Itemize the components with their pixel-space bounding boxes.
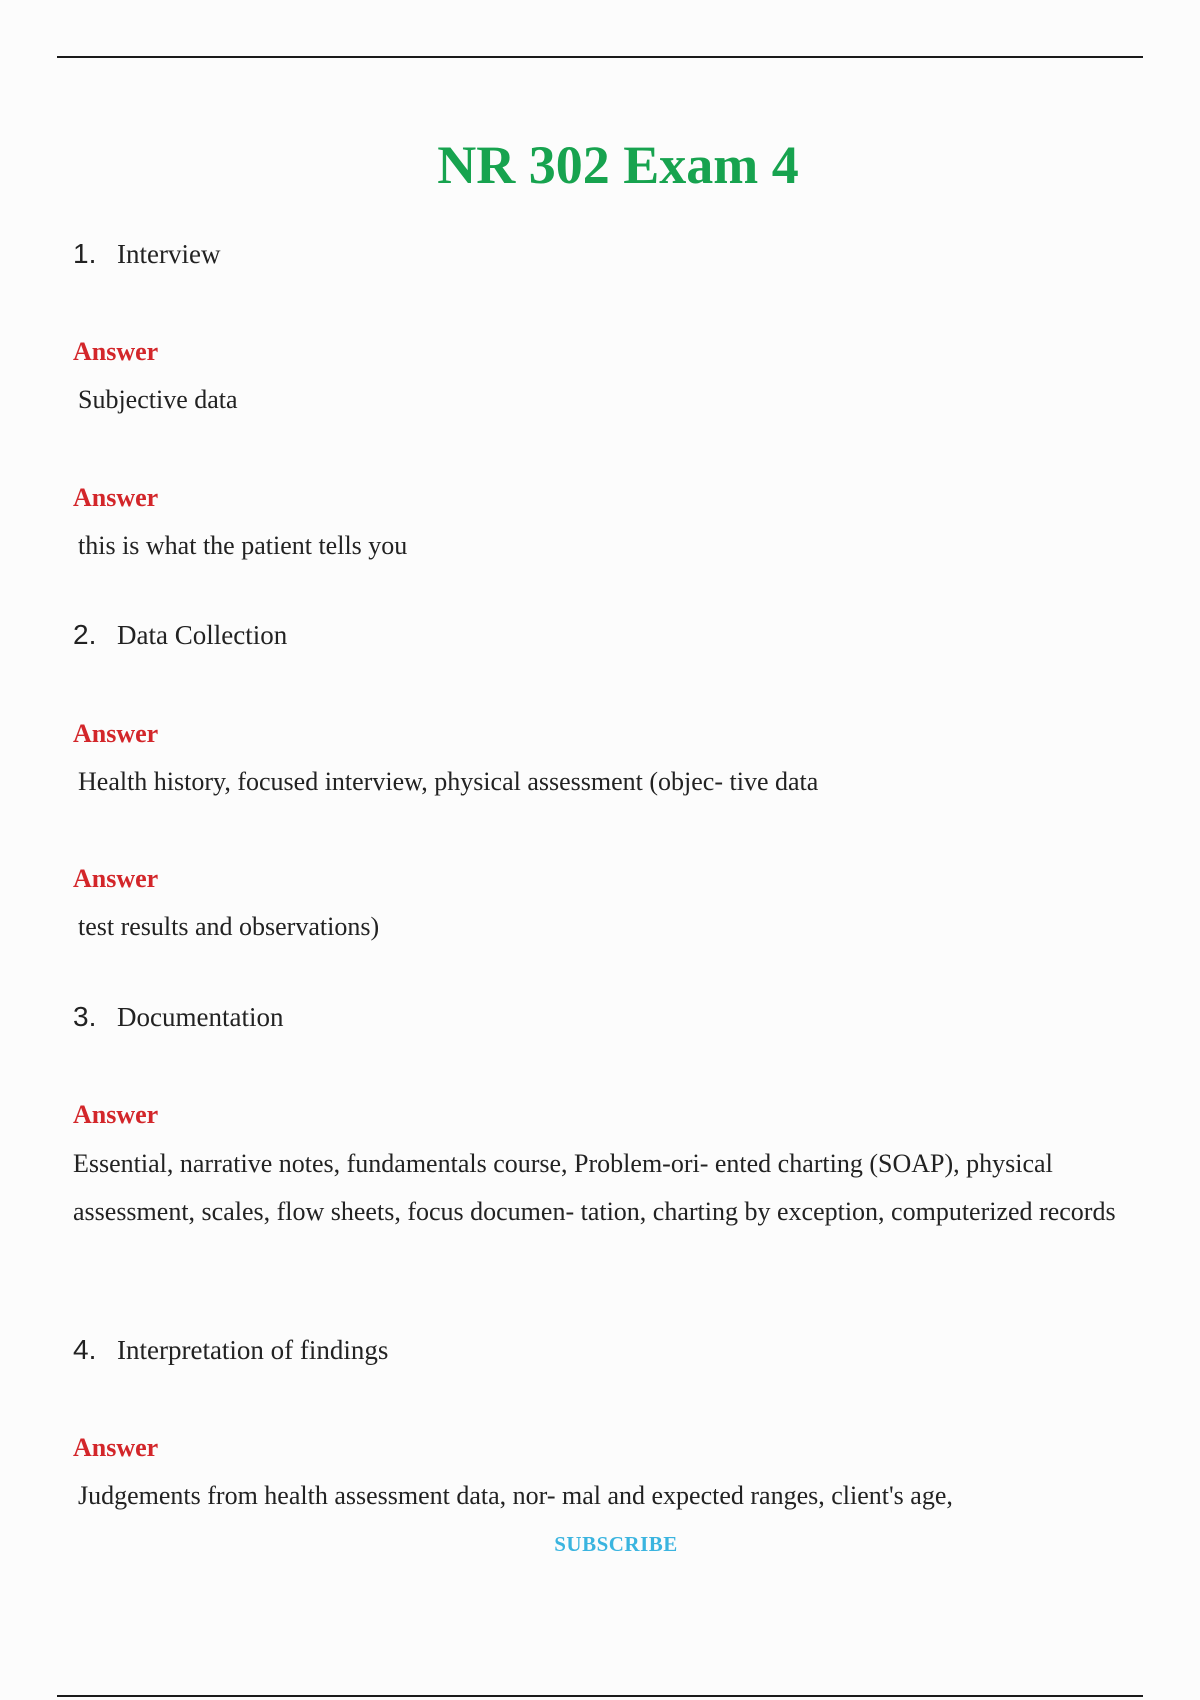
answer-label: Answer — [73, 483, 159, 512]
answer-text: test results and observations) — [78, 912, 380, 941]
answer-text: Essential, narrative notes, fundamentals course, Problem-ori- ented charting (SOAP), physical assessment, scales, flow sheets, focus documen- tation, charting by exception, computerized records — [73, 1149, 1116, 1226]
answer-label: Answer — [73, 1433, 159, 1462]
question-number: 1. — [73, 238, 97, 269]
question-3 — [73, 999, 283, 1035]
question-number: 2. — [73, 619, 97, 650]
answer-label: Answer — [73, 864, 159, 893]
question-term: Documentation — [117, 1002, 284, 1032]
question-term: Interpretation of findings — [117, 1335, 389, 1365]
question-number: 3. — [73, 1001, 97, 1032]
top-rule — [57, 56, 1143, 58]
question-term: Interview — [117, 239, 221, 269]
question-term: Data Collection — [117, 620, 288, 650]
question-1 — [73, 236, 220, 272]
page-title: NR 302 Exam 4 — [437, 135, 799, 195]
answer-text: Judgements from health assessment data, nor- mal and expected ranges, client's age, — [78, 1481, 953, 1510]
answer-text: Health history, focused interview, physical assessment (objec- tive data — [78, 767, 819, 796]
question-2 — [73, 617, 287, 653]
question-number: 4. — [73, 1334, 97, 1365]
question-4 — [73, 1332, 388, 1368]
answer-text: this is what the patient tells you — [78, 531, 408, 560]
answer-text: Subjective data — [78, 385, 238, 414]
answer-label: Answer — [73, 337, 159, 366]
answer-label: Answer — [73, 719, 159, 748]
answer-label: Answer — [73, 1100, 159, 1129]
subscribe-link[interactable]: SUBSCRIBE — [554, 1532, 678, 1556]
bottom-rule — [57, 1695, 1143, 1697]
